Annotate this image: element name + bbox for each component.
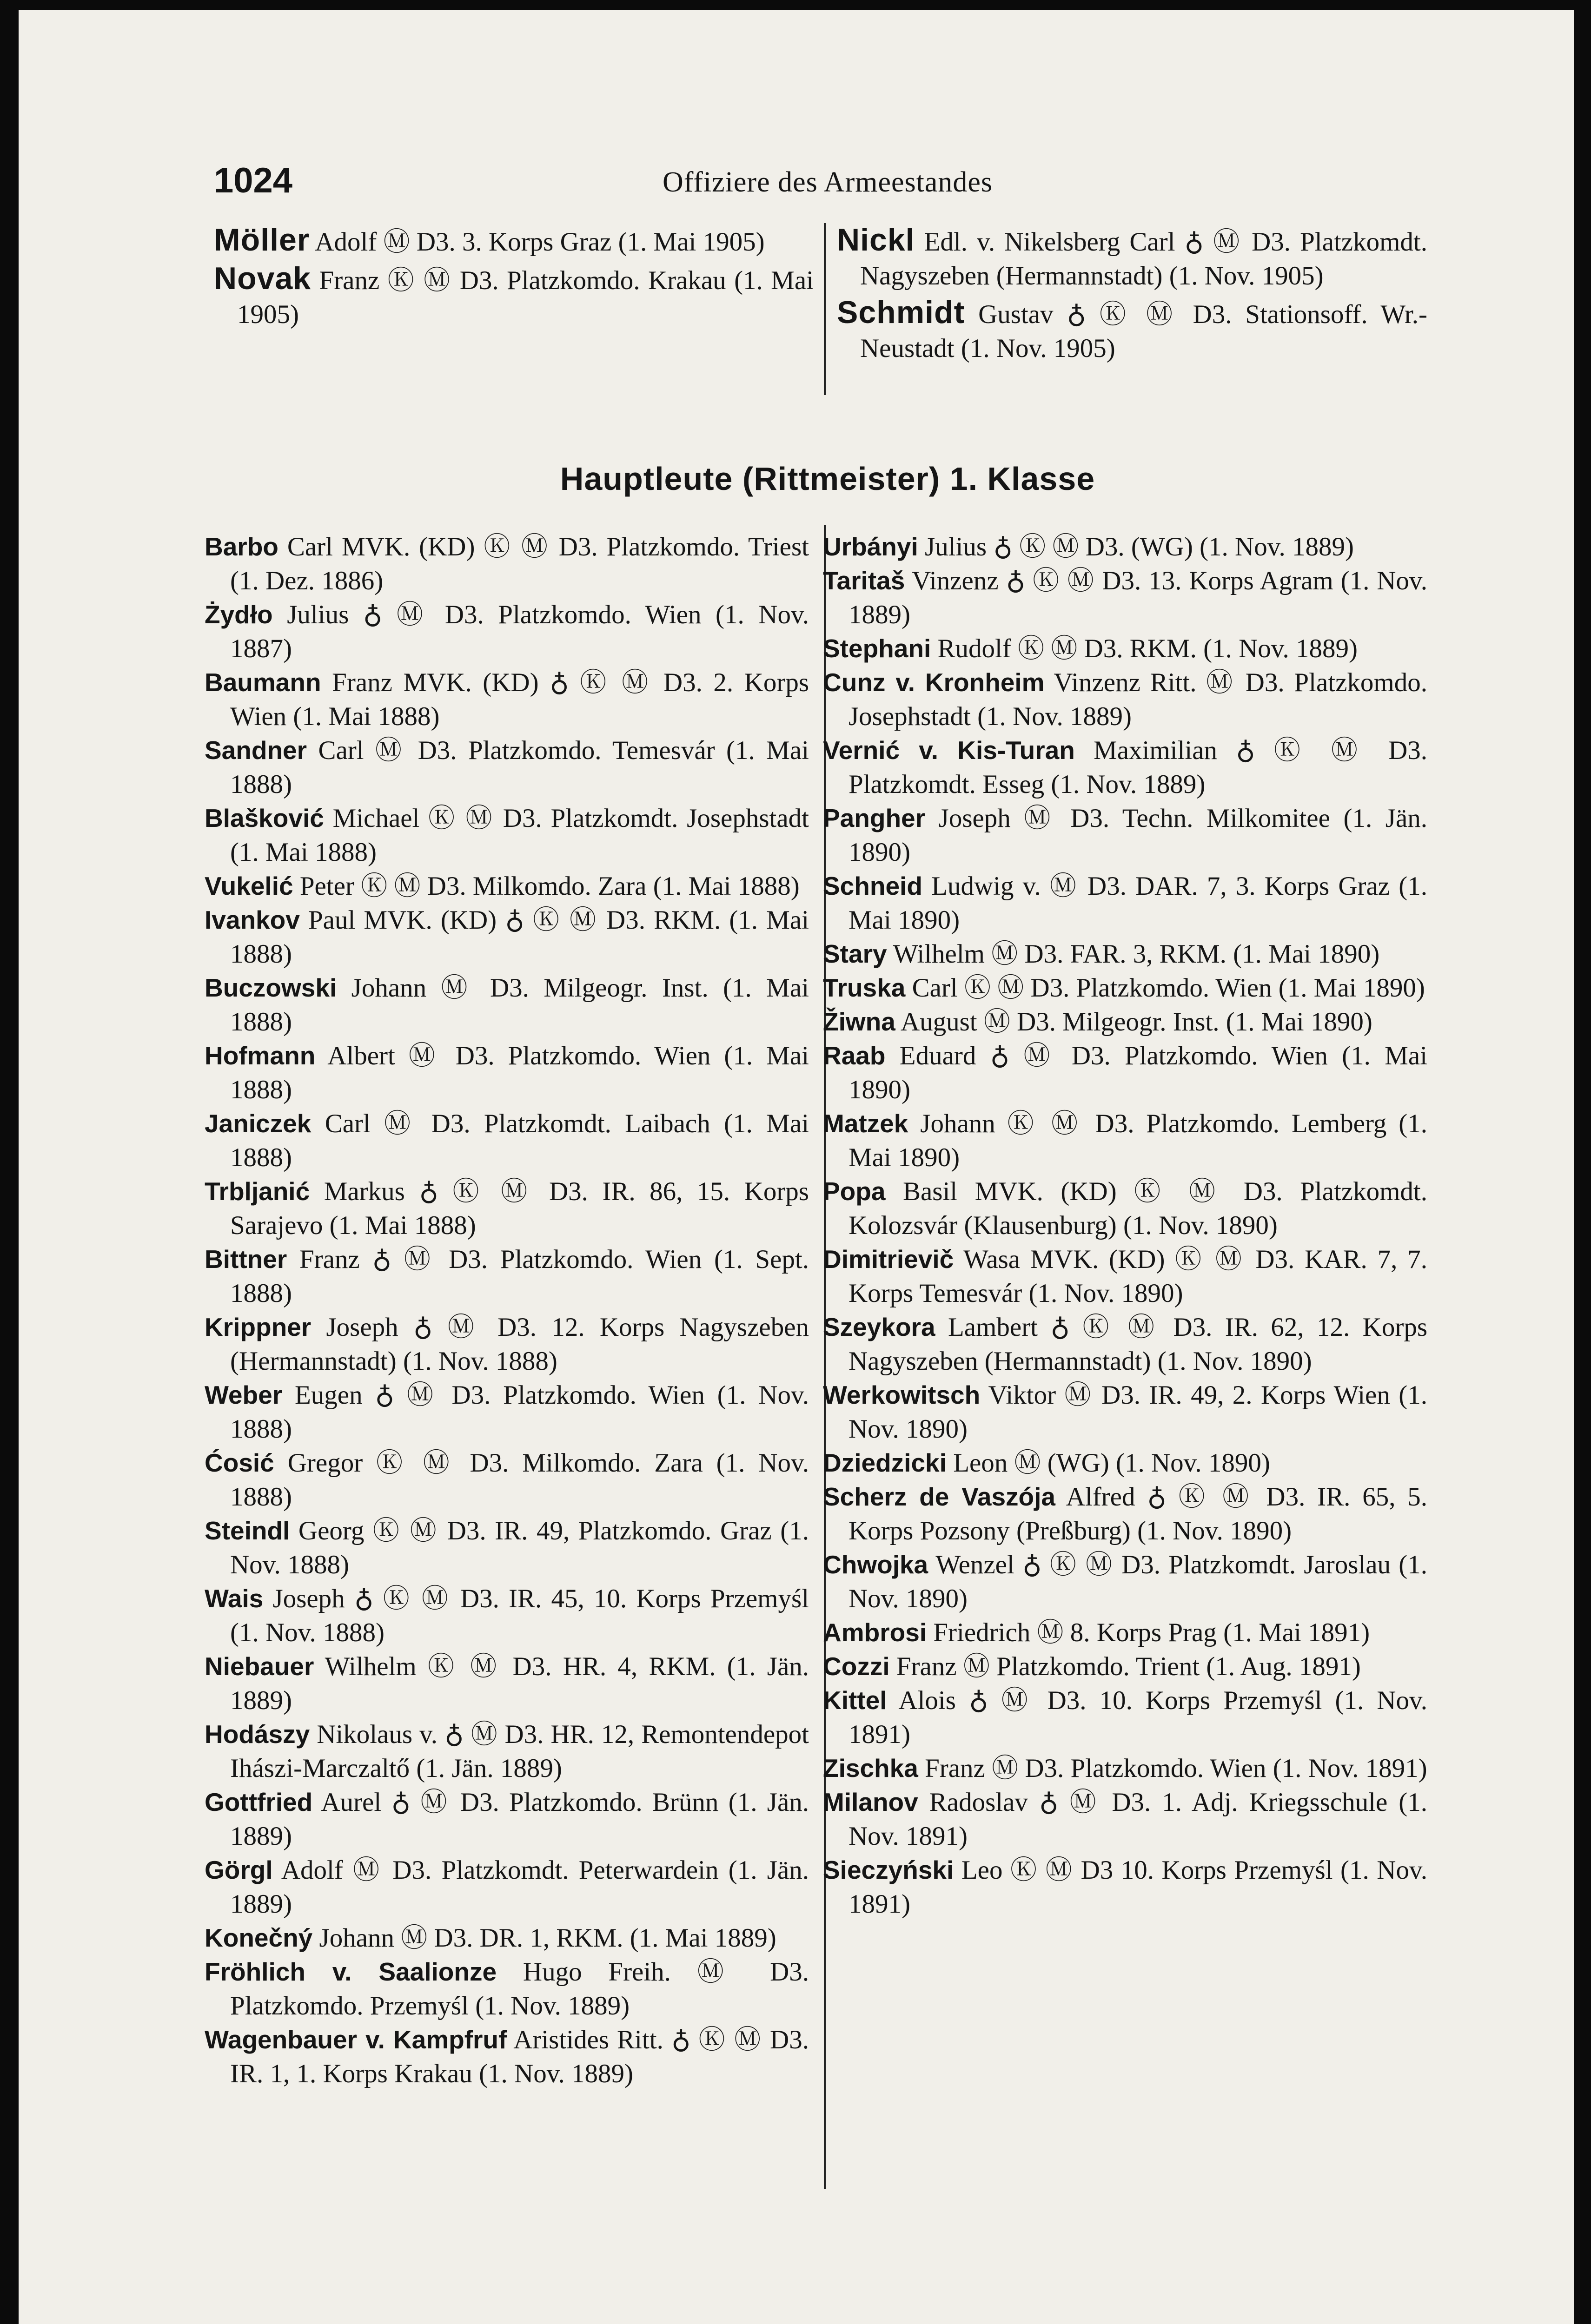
officer-details: Johann Ⓜ D3. DR. 1, RKM. (1. Mai 1889) [319, 1923, 776, 1953]
officer-surname: Krippner [205, 1313, 312, 1341]
officer-details: Basil MVK. (KD) Ⓚ Ⓜ D3. Platzkomdt. Kolozsvár (Klausenburg) (1. Nov. 1890) [849, 1177, 1427, 1240]
officer-surname: Sieczyński [823, 1855, 954, 1884]
officer-surname: Konečný [205, 1923, 313, 1952]
left-column [205, 530, 809, 2091]
top-left-column [214, 223, 814, 334]
officer-details: Radoslav ♁ Ⓜ D3. 1. Adj. Kriegsschule (1. Nov. 1891) [849, 1788, 1427, 1851]
officer-surname: Schneid [823, 872, 922, 900]
officer-surname: Janiczek [205, 1109, 312, 1138]
officer-details: Gregor Ⓚ Ⓜ D3. Milkomdo. Zara (1. Nov. 1888) [230, 1448, 809, 1512]
officer-details: Rudolf Ⓚ Ⓜ D3. RKM. (1. Nov. 1889) [937, 634, 1358, 663]
officer-entry [205, 1785, 809, 1853]
officer-details: Julius ♁ Ⓚ Ⓜ D3. (WG) (1. Nov. 1889) [925, 532, 1354, 561]
officer-entry [837, 223, 1427, 293]
officer-surname: Hodászy [205, 1720, 310, 1749]
officer-surname: Werkowitsch [823, 1380, 981, 1409]
officer-entry [823, 530, 1427, 564]
officer-entry [205, 1717, 809, 1785]
section-heading: Hauptleute (Rittmeister) 1. Klasse [560, 461, 1095, 497]
right-column [823, 530, 1427, 1921]
officer-details: Wasa MVK. (KD) Ⓚ Ⓜ D3. KAR. 7, 7. Korps Temesvár (1. Nov. 1890) [849, 1245, 1427, 1308]
officer-surname: Fröhlich v. Saalionze [205, 1957, 497, 1986]
officer-surname: Chwojka [823, 1550, 928, 1579]
officer-surname: Pangher [823, 804, 926, 832]
officer-entry [205, 1853, 809, 1921]
officer-entry [823, 1684, 1427, 1751]
officer-details: Franz MVK. (KD) ♁ Ⓚ Ⓜ D3. 2. Korps Wien (1. Mai 1888) [230, 668, 809, 731]
officer-surname: Popa [823, 1177, 886, 1206]
officer-surname: Ambrosi [823, 1618, 927, 1647]
officer-details: Johann Ⓜ D3. Milgeogr. Inst. (1. Mai 1888) [230, 973, 809, 1037]
officer-entry [823, 1853, 1427, 1921]
officer-details: Carl Ⓚ Ⓜ D3. Platzkomdo. Wien (1. Mai 1890) [912, 973, 1425, 1003]
page-header [214, 160, 1441, 207]
officer-details: Franz Ⓜ D3. Platzkomdo. Wien (1. Nov. 1891) [925, 1754, 1427, 1783]
officer-entry [205, 1446, 809, 1514]
officer-surname: Zischka [823, 1754, 918, 1783]
officer-entry [205, 1955, 809, 2023]
officer-entry [823, 666, 1427, 733]
officer-entry [823, 564, 1427, 632]
officer-entry [823, 1175, 1427, 1242]
officer-details: Maximilian ♁ Ⓚ Ⓜ D3. Platzkomdt. Esseg (1. Nov. 1889) [849, 736, 1427, 799]
officer-details: Leon Ⓜ (WG) (1. Nov. 1890) [953, 1448, 1270, 1478]
officer-details: Eugen ♁ Ⓜ D3. Platzkomdo. Wien (1. Nov. 1888) [230, 1380, 809, 1444]
officer-details: Joseph Ⓜ D3. Techn. Milkomitee (1. Jän. 1890) [849, 804, 1428, 867]
officer-entry [823, 1378, 1427, 1446]
officer-details: Albert Ⓜ D3. Platzkomdo. Wien (1. Mai 1888) [230, 1041, 809, 1104]
officer-entry [205, 903, 809, 971]
officer-surname: Hofmann [205, 1041, 316, 1070]
running-head: Offiziere des Armeestandes [662, 166, 993, 198]
officer-surname: Ivankov [205, 905, 300, 934]
officer-surname: Stary [823, 939, 887, 968]
officer-details: Viktor Ⓜ D3. IR. 49, 2. Korps Wien (1. Nov. 1890) [849, 1380, 1427, 1444]
officer-entry [205, 1039, 809, 1107]
officer-surname: Milanov [823, 1788, 918, 1816]
officer-surname: Scherz de Vaszója [823, 1482, 1056, 1511]
officer-details: Vinzenz Ritt. Ⓜ D3. Platzkomdo. Josephstadt (1. Nov. 1889) [849, 668, 1427, 731]
officer-details: Vinzenz ♁ Ⓚ Ⓜ D3. 13. Korps Agram (1. Nov. 1889) [849, 566, 1427, 629]
officer-surname: Bittner [205, 1245, 287, 1274]
officer-entry [823, 1107, 1427, 1175]
officer-surname: Žiwna [823, 1007, 895, 1036]
officer-surname: Möller [214, 222, 310, 257]
officer-surname: Weber [205, 1380, 283, 1409]
officer-details: Markus ♁ Ⓚ Ⓜ D3. IR. 86, 15. Korps Sarajevo (1. Mai 1888) [230, 1177, 809, 1240]
column-rule-top [824, 223, 826, 395]
officer-entry [205, 971, 809, 1039]
officer-entry [823, 1039, 1427, 1107]
officer-surname: Barbo [205, 532, 278, 561]
officer-surname: Vukelić [205, 872, 293, 900]
officer-entry [823, 1616, 1427, 1650]
officer-details: Joseph ♁ Ⓚ Ⓜ D3. IR. 45, 10. Korps Przemyśl (1. Nov. 1888) [230, 1584, 809, 1647]
officer-entry [205, 733, 809, 801]
officer-surname: Buczowski [205, 973, 337, 1002]
officer-details: Leo Ⓚ Ⓜ D3 10. Korps Przemyśl (1. Nov. 1891) [849, 1855, 1428, 1919]
officer-details: Alois ♁ Ⓜ D3. 10. Korps Przemyśl (1. Nov. 1891) [849, 1686, 1427, 1749]
top-right-column [837, 223, 1427, 368]
officer-entry [823, 1548, 1427, 1616]
officer-entry [205, 1582, 809, 1650]
officer-details: Julius ♁ Ⓜ D3. Platzkomdo. Wien (1. Nov. 1887) [230, 600, 809, 663]
officer-details: Ludwig v. Ⓜ D3. DAR. 7, 3. Korps Graz (1. Mai 1890) [849, 872, 1428, 935]
officer-details: Gustav ♁ Ⓚ Ⓜ D3. Stationsoff. Wr.-Neustadt (1. Nov. 1905) [860, 300, 1427, 363]
officer-surname: Taritaš [823, 566, 905, 595]
officer-surname: Kittel [823, 1686, 887, 1715]
officer-surname: Matzek [823, 1109, 908, 1138]
officer-details: Peter Ⓚ Ⓜ D3. Milkomdo. Zara (1. Mai 1888) [299, 872, 800, 901]
officer-surname: Novak [214, 261, 312, 296]
officer-details: Wilhelm Ⓜ D3. FAR. 3, RKM. (1. Mai 1890) [893, 939, 1380, 969]
officer-surname: Baumann [205, 668, 321, 697]
officer-surname: Stephani [823, 634, 931, 663]
officer-entry [205, 1921, 809, 1955]
officer-details: Adolf Ⓜ D3. Platzkomdt. Peterwardein (1. Jän. 1889) [230, 1855, 809, 1919]
officer-surname: Urbányi [823, 532, 918, 561]
officer-details: Friedrich Ⓜ 8. Korps Prag (1. Mai 1891) [933, 1618, 1370, 1647]
officer-details: Joseph ♁ Ⓜ D3. 12. Korps Nagyszeben (Hermannstadt) (1. Nov. 1888) [230, 1313, 809, 1376]
officer-details: Franz Ⓜ Platzkomdo. Trient (1. Aug. 1891) [896, 1652, 1361, 1681]
officer-details: Alfred ♁ Ⓚ Ⓜ D3. IR. 65, 5. Korps Pozsony (Preßburg) (1. Nov. 1890) [849, 1482, 1428, 1545]
officer-surname: Sandner [205, 736, 307, 765]
officer-surname: Wagenbauer v. Kampfruf [205, 2025, 507, 2054]
officer-surname: Ćosić [205, 1448, 274, 1477]
officer-surname: Vernić v. Kis-Turan [823, 736, 1075, 765]
officer-entry [823, 1751, 1427, 1785]
officer-details: Aurel ♁ Ⓜ D3. Platzkomdo. Brünn (1. Jän. 1889) [230, 1788, 809, 1851]
officer-details: Edl. v. Nikelsberg Carl ♁ Ⓜ D3. Platzkomdt. Nagyszeben (Hermannstadt) (1. Nov. 1905) [860, 227, 1428, 290]
officer-details: Paul MVK. (KD) ♁ Ⓚ Ⓜ D3. RKM. (1. Mai 1888) [230, 905, 809, 969]
officer-entry [823, 1005, 1427, 1039]
officer-entry [823, 733, 1427, 801]
officer-entry [205, 1310, 809, 1378]
officer-details: Eduard ♁ Ⓜ D3. Platzkomdo. Wien (1. Mai 1890) [849, 1041, 1427, 1104]
officer-entry [214, 223, 814, 259]
officer-entry [823, 1785, 1427, 1853]
officer-surname: Dimitrievič [823, 1245, 954, 1274]
officer-entry [823, 971, 1427, 1005]
officer-details: Franz ♁ Ⓜ D3. Platzkomdo. Wien (1. Sept. 1888) [230, 1245, 809, 1308]
officer-entry [823, 869, 1427, 937]
officer-entry [205, 598, 809, 666]
officer-details: Carl Ⓜ D3. Platzkomdo. Temesvár (1. Mai 1888) [230, 736, 809, 799]
officer-entry [837, 296, 1427, 365]
officer-surname: Raab [823, 1041, 886, 1070]
officer-surname: Wais [205, 1584, 264, 1613]
officer-surname: Cozzi [823, 1652, 890, 1681]
officer-entry [205, 1650, 809, 1717]
officer-details: Wenzel ♁ Ⓚ Ⓜ D3. Platzkomdt. Jaroslau (1. Nov. 1890) [849, 1550, 1427, 1613]
officer-details: Wilhelm Ⓚ Ⓜ D3. HR. 4, RKM. (1. Jän. 1889) [230, 1652, 809, 1715]
officer-surname: Steindl [205, 1516, 290, 1545]
officer-entry [205, 869, 809, 903]
officer-surname: Truska [823, 973, 906, 1002]
officer-entry [214, 262, 814, 331]
officer-entry [823, 1446, 1427, 1480]
officer-entry [205, 530, 809, 598]
officer-surname: Schmidt [837, 295, 965, 330]
officer-details: Carl MVK. (KD) Ⓚ Ⓜ D3. Platzkomdo. Triest (1. Dez. 1886) [230, 532, 809, 595]
officer-details: Michael Ⓚ Ⓜ D3. Platzkomdt. Josephstadt (1. Mai 1888) [230, 804, 809, 867]
officer-entry [823, 937, 1427, 971]
officer-entry [205, 801, 809, 869]
officer-surname: Cunz v. Kronheim [823, 668, 1045, 697]
officer-surname: Gottfried [205, 1788, 313, 1816]
officer-entry [823, 801, 1427, 869]
officer-surname: Niebauer [205, 1652, 314, 1681]
officer-details: Lambert ♁ Ⓚ Ⓜ D3. IR. 62, 12. Korps Nagyszeben (Hermannstadt) (1. Nov. 1890) [849, 1313, 1427, 1376]
officer-surname: Görgl [205, 1855, 273, 1884]
officer-entry [205, 1175, 809, 1242]
officer-entry [205, 666, 809, 733]
officer-details: Hugo Freih. Ⓜ D3. Platzkomdo. Przemyśl (1. Nov. 1889) [230, 1957, 809, 2020]
officer-entry [205, 1514, 809, 1582]
officer-details: Franz Ⓚ Ⓜ D3. Platzkomdo. Krakau (1. Mai 1905) [237, 266, 814, 329]
officer-entry [205, 1378, 809, 1446]
officer-entry [205, 1107, 809, 1175]
officer-surname: Dziedzicki [823, 1448, 947, 1477]
officer-entry [205, 2023, 809, 2091]
officer-details: Adolf Ⓜ D3. 3. Korps Graz (1. Mai 1905) [315, 227, 765, 257]
officer-details: August Ⓜ D3. Milgeogr. Inst. (1. Mai 1890) [900, 1007, 1372, 1037]
officer-details: Georg Ⓚ Ⓜ D3. IR. 49, Platzkomdo. Graz (1. Nov. 1888) [230, 1516, 809, 1579]
officer-surname: Nickl [837, 222, 915, 257]
officer-details: Nikolaus v. ♁ Ⓜ D3. HR. 12, Remontendepot Ihászi-Marczaltő (1. Jän. 1889) [230, 1720, 809, 1783]
officer-entry [823, 632, 1427, 666]
officer-details: Aristides Ritt. ♁ Ⓚ Ⓜ D3. IR. 1, 1. Korps Krakau (1. Nov. 1889) [230, 2025, 809, 2088]
officer-surname: Blašković [205, 804, 324, 832]
officer-surname: Trbljanić [205, 1177, 310, 1206]
page-number: 1024 [214, 161, 293, 200]
officer-surname: Żydło [205, 600, 273, 629]
officer-entry [823, 1650, 1427, 1684]
officer-details: Carl Ⓜ D3. Platzkomdt. Laibach (1. Mai 1888) [230, 1109, 809, 1172]
officer-entry [823, 1310, 1427, 1378]
officer-entry [205, 1242, 809, 1310]
officer-entry [823, 1480, 1427, 1548]
officer-details: Johann Ⓚ Ⓜ D3. Platzkomdo. Lemberg (1. Mai 1890) [849, 1109, 1428, 1172]
officer-entry [823, 1242, 1427, 1310]
officer-surname: Szeykora [823, 1313, 935, 1341]
